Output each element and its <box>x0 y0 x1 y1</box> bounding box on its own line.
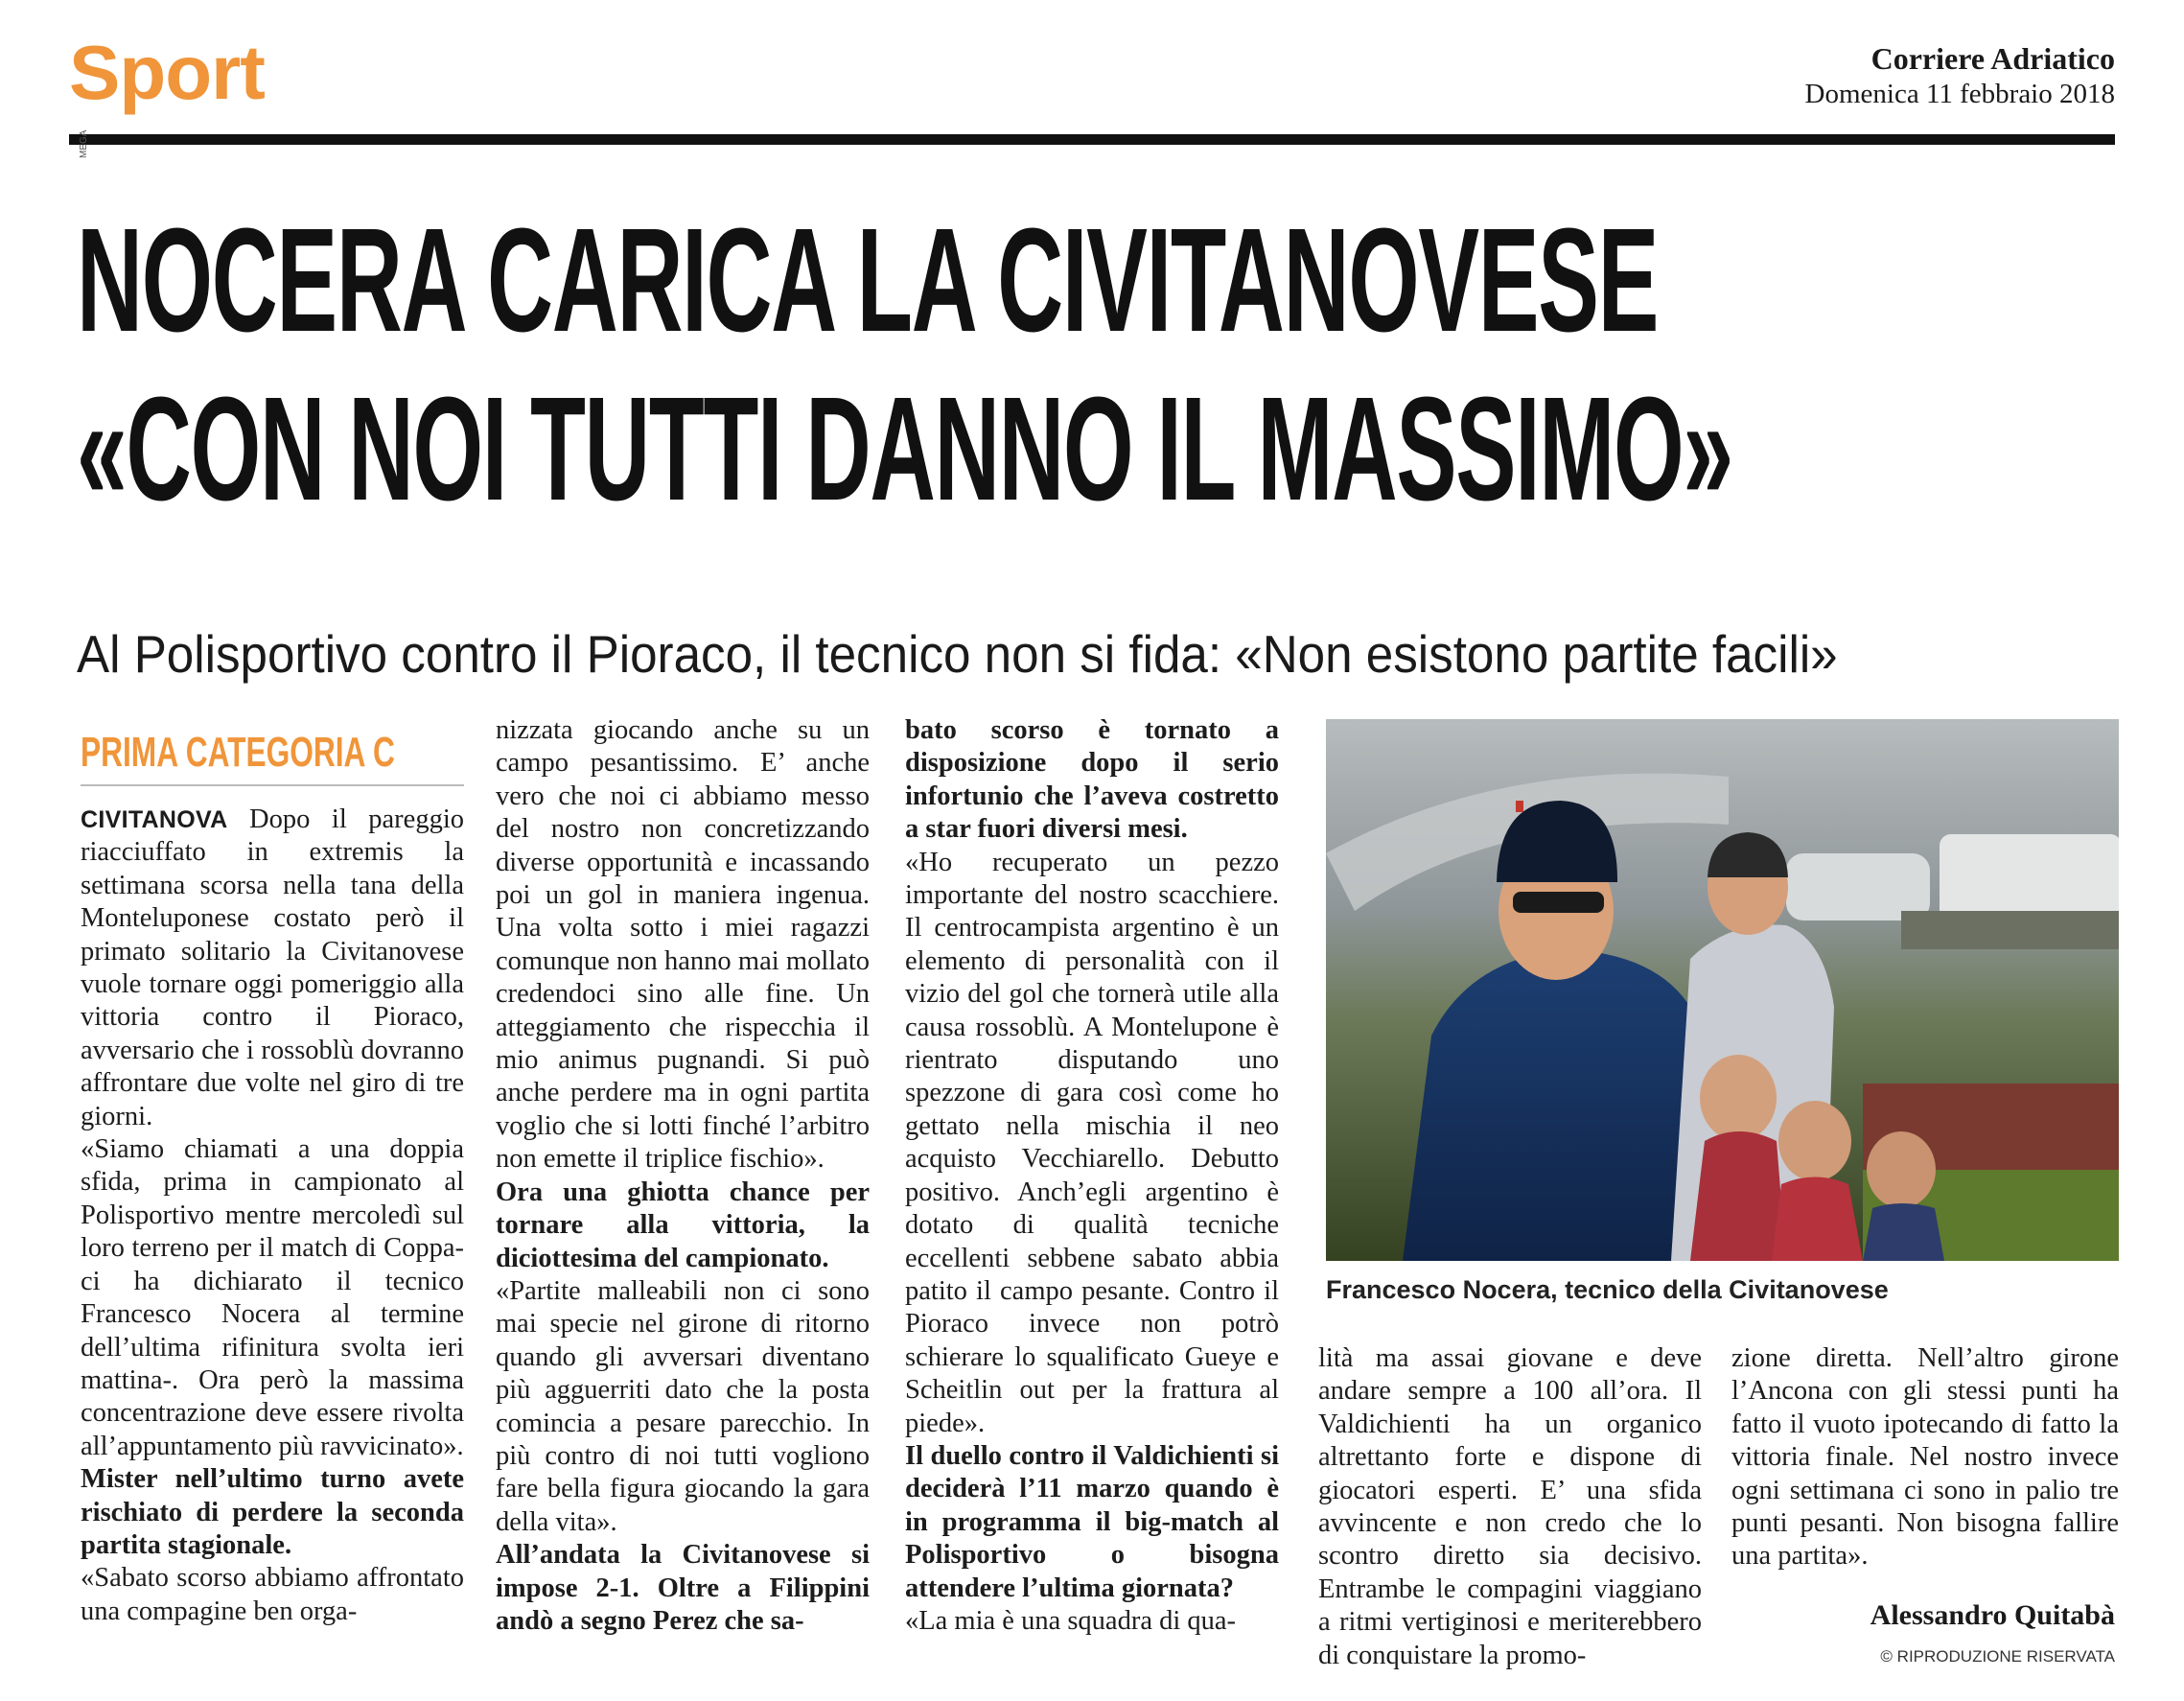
article-paragraph: «Sabato scorso abbiamo affrontato una compagine ben orga- <box>81 1563 464 1626</box>
article-paragraph: «Siamo chiamati a una doppia sfida, prima in campionato al Polisportivo mentre mercoledì sul loro terreno per il match di Coppa- ci ha dichiarato il tecnico Francesco Nocera al termine dell’ultima rifinitura svolta ieri mattina-. Ora però la massima concentrazione deve essere rivolta all’appuntamento più ravvicinato». <box>81 1134 464 1461</box>
masthead <box>1805 40 2115 111</box>
article-paragraph: «Partite malleabili non ci sono mai specie nel girone di ritorno quando gli avversari diventano più agguerriti dato che la posta comincia a pesare parecchio. In più contro di noi tutti vogliono fare bella figura giocando la gara della vita». <box>496 1275 870 1537</box>
top-rule <box>69 134 2115 145</box>
issue-date: Domenica 11 febbraio 2018 <box>1804 79 2115 109</box>
article-paragraph: zione diretta. Nell’altro girone l’Ancona con gli stessi punti ha fatto il vuoto ipotecando di fatto la vittoria finale. Nel nostro invece ogni settimana ci sono in palio tre punti pesanti. Non bisogna fallire una partita». <box>1731 1343 2119 1572</box>
article-paragraph: «La mia è una squadra di qua- <box>905 1605 1237 1636</box>
headline <box>77 196 2119 533</box>
section-title: Sport <box>69 30 265 115</box>
coach-photo <box>1326 719 2119 1261</box>
article-paragraph: lità ma assai giovane e deve andare sempre a 100 all’ora. Il Valdichienti ha un organico altrettanto forte e dispone di giocatori esperti. E’ una sfida avvincente e non credo che lo scontro diretto sia decisivo. Entrambe le compagini viaggiano a ritmi vertiginosi e meriterebbero di conquistare la promo- <box>1318 1343 1702 1670</box>
kicker-rule <box>81 784 464 786</box>
author-byline: Alessandro Quitabà <box>1870 1599 2115 1631</box>
interview-question: bato scorso è tornato a disposizione dopo il serio infortunio che l’aveva costretto a star fuori diversi mesi. <box>905 715 1279 845</box>
article-column-3 <box>905 714 1279 1638</box>
interview-question: All’andata la Civitanovese si impose 2-1. Oltre a Filippini andò a segno Perez che sa- <box>496 1540 870 1636</box>
article-column-2 <box>496 714 870 1638</box>
kicker-category: PRIMA CATEGORIA C <box>81 729 395 776</box>
photo-illustration <box>1326 719 2119 1261</box>
headline-line-1: NOCERA CARICA LA CIVITANOVESE <box>77 198 1659 362</box>
copyright-notice: © RIPRODUZIONE RISERVATA <box>1880 1647 2115 1666</box>
article-column-5 <box>1731 1342 2119 1573</box>
photo-caption: Francesco Nocera, tecnico della Civitanovese <box>1326 1275 1889 1304</box>
article-lead-paragraph <box>81 804 464 1133</box>
article-paragraph: nizzata giocando anche su un campo pesantissimo. E’ anche vero che noi ci abbiamo messo del nostro non concretizzando diverse opportunità e incassando poi un gol in maniera ingenua. Una volta sotto i miei ragazzi comunque non hanno mai mollato credendoci sino alle fine. Un atteggiamento che rispecchia il mio animus pugnandi. Si può anche perdere ma in ogni partita voglio che si lotti finché l’arbitro non emette il triplice fischio». <box>496 715 870 1175</box>
subheadline: Al Polisportivo contro il Pioraco, il tecnico non si fida: «Non esistono partite facili» <box>77 624 1838 684</box>
photo-credit-vertical: MEGA <box>79 129 89 158</box>
dateline: CIVITANOVA <box>81 806 228 833</box>
interview-question: Mister nell’ultimo turno avete rischiato di perdere la seconda partita stagionale. <box>81 1464 464 1560</box>
article-column-4 <box>1318 1342 1702 1672</box>
interview-question: Ora una ghiotta chance per tornare alla vittoria, la diciottesima del campionato. <box>496 1177 870 1273</box>
paper-name: Corriere Adriatico <box>1870 41 2115 76</box>
article-paragraph: «Ho recuperato un pezzo importante del nostro scacchiere. Il centrocampista argentino è un elemento di personalità con il vizio del gol che tornerà utile alla causa rossoblù. A Montelupone è rientrato disputando uno spezzone di gara così come ho gettato nella mischia il neo acquisto Vecchiarello. Debutto positivo. Anch’egli argentino è dotato di qualità tecniche eccellenti sebbene sabato abbia patito il campo pesante. Contro il Pioraco invece non potrò schierare lo squalificato Gueye e Scheitlin out per la frattura al piede». <box>905 847 1279 1438</box>
headline-line-2: «CON NOI TUTTI DANNO IL MASSIMO» <box>77 366 1732 531</box>
interview-question: Il duello contro il Valdichienti si deciderà l’11 marzo quando è in programma il big-match al Polisportivo o bisogna attendere l’ultima giornata? <box>905 1440 1279 1603</box>
lead-text: Dopo il pareggio riacciuffato in extremis la settimana scorsa nella tana della Monteluponese costato però il primato solitario la Civitanovese vuole tornare oggi pomeriggio alla vittoria contro il Pioraco, avversario che i rossoblù dovranno affrontare due volte nel giro di tre giorni. <box>81 804 464 1131</box>
article-column-1 <box>81 804 464 1628</box>
